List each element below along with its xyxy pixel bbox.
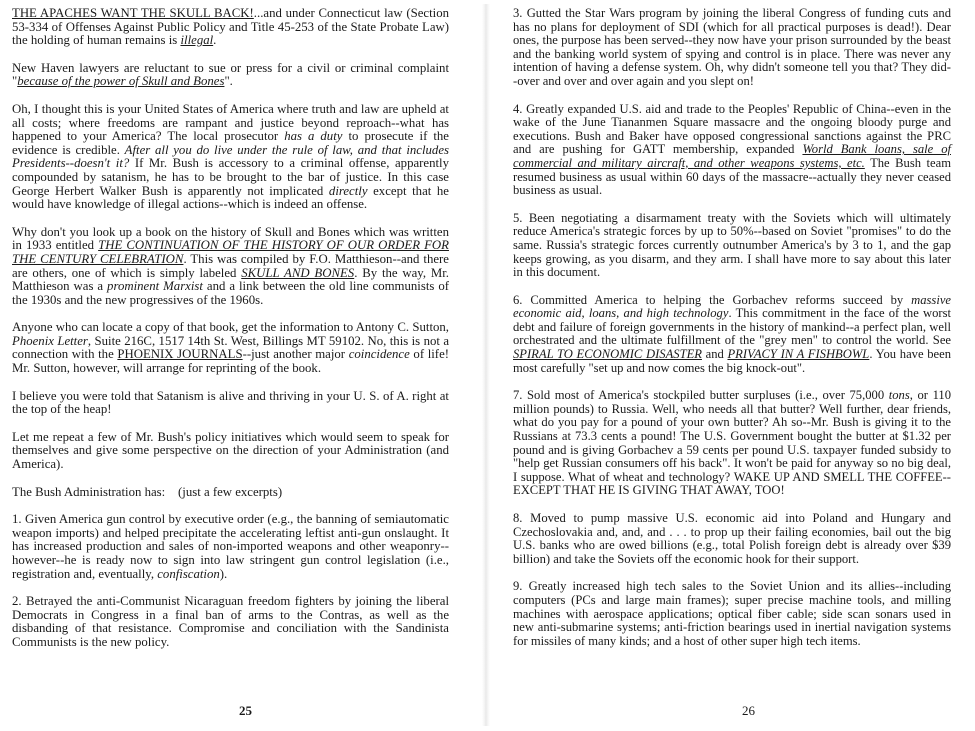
list-item-9: 9. Greatly increased high tech sales to the Soviet Union and its allies--including computers (PCs and large main frames); super precise machine tools, and milling machines with aerospace applications; optical fiber cable; side scan sonars used in new anti-submarine systems; anti-friction bearings used in inertial navigation systems for missiles of many kinds; and a host of other super high tech items. — [513, 579, 951, 648]
text-span: Oh, I thought this is your United States of America where truth and law are upheld at all costs; where freedoms are rampant and justice beyond reproach--what has happened to your America? The local prosecutor — [12, 101, 449, 144]
page-number-left: 25 — [239, 703, 252, 718]
book-title: THE CONTINUATION OF THE HISTORY OF OUR ORDER FOR THE CENTURY CELEBRATION — [12, 238, 449, 266]
text-span: --just another major — [242, 347, 349, 362]
paragraph-bush-admin-heading: The Bush Administration has: (just a few excerpts) — [12, 484, 283, 499]
list-item-5: 5. Been negotiating a disarmament treaty with the Soviets which will ultimately reduce America's strategic forces by up to 50%--based on Soviet "promises" to do the same. Russia's strategic forces currently outnumber America's by 3 to 1, and the gap keeps growing, as you disarm, and they arm. I shall have more to say about this later in this document. — [513, 210, 951, 280]
list-item-4 — [513, 103, 951, 198]
text-span: 1. Given America gun control by executive order (e.g., the banning of semiautomatic weapon imports) and helped precipitate the accelerating leftist anti-gun onslaught. It has increased production and sales of non-imported weapons and other weaponry--however--he is ready now to sign into law stringent gun control legislation (i.e., registration and, eventually, — [12, 512, 449, 581]
book-title: SPIRAL TO ECONOMIC DISASTER — [513, 347, 702, 362]
text-span: . You have been most carefully "set up and now comes the big knock-out". — [513, 347, 951, 375]
book-title: PRIVACY IN A FISHBOWL — [727, 347, 870, 362]
text-span: If Mr. Bush is accessory to a criminal offense, apparently compounded by satanism, he has to be brought to the bar of justice. In this case George Herbert Walker Bush is apparently not implicated — [12, 156, 450, 198]
emphasis: prominent Marxist — [107, 279, 203, 294]
paragraph-rule-of-law — [12, 103, 449, 212]
paragraph-sutton — [12, 321, 449, 375]
section-title: THE APACHES WANT THE SKULL BACK! — [12, 6, 254, 20]
publication-name: PHOENIX JOURNALS — [117, 347, 243, 362]
emphasis: directly — [328, 183, 368, 198]
paragraph-policy-intro: Let me repeat a few of Mr. Bush's policy initiatives which would seem to speak for themselves and give some perspective on the direction of your Administration (and America). — [12, 429, 449, 472]
text-span: ". — [224, 74, 233, 89]
power-quote: because of the power of Skull and Bones — [17, 74, 225, 89]
book-title: SKULL AND BONES — [241, 265, 355, 280]
paragraph-apaches — [12, 7, 449, 48]
text-span: . This commitment in the face of the worst debt and failure of foreign governments in the history of mankind--a perfect plan, well orchestrated and the ultimate fulfillment of the "grey men" to control the world. See — [513, 306, 951, 348]
list-item-3: 3. Gutted the Star Wars program by joining the liberal Congress of funding cuts and has no plans for deployment of SDI (which for all practical purposes is dead!). Dear ones, the purpose has been served--they now have your prison surrounded by the beast and the banking world system of spying and control is in place. There was never any intention of having a defense system. Oh, why didn't someone tell you that? They did--over and over and over again and you slept on! — [513, 6, 951, 88]
text-span: and — [701, 347, 728, 362]
emphasis: coincidence — [348, 347, 410, 362]
emphasis: has a duty — [284, 129, 343, 144]
publication-name: Phoenix Letter — [12, 333, 88, 348]
page-number-right: 26 — [742, 703, 755, 718]
list-item-1 — [12, 513, 449, 581]
emphasis: After all you do live under the rule of law, and that includes Presidents--doesn't it? — [12, 142, 449, 171]
list-item-2: 2. Betrayed the anti-Communist Nicaraguan freedom fighters by joining the liberal Democrats in Congress in a final ban of arms to the Contras, as well as the disbanding of that resistance. Compromise and conciliation with the Sandinista Communists is the new policy. — [12, 594, 449, 649]
text-span: . By the way, Mr. Matthieson was a — [12, 265, 449, 294]
emphasis: World Bank loans, sale of commercial and military aircraft, and other weapons systems, etc. — [513, 142, 951, 170]
text-span: New Haven lawyers are reluctant to sue or press for a civil or criminal complaint " — [12, 60, 449, 89]
text-span: . — [213, 33, 217, 48]
text-span: Why don't you look up a book on the history of Skull and Bones which was written in 1933 entitled — [12, 224, 449, 253]
text-span: The Bush team resumed business as usual within 60 days of the massacre--actually they never ceased business as usual. — [513, 155, 951, 198]
paragraph-satanism: I believe you were told that Satanism is alive and thriving in your U. S. of A. right at the top of the heap! — [12, 388, 449, 417]
paragraph-lawyers — [12, 62, 449, 89]
text-span: 4. Greatly expanded U.S. aid and trade to the Peoples' Republic of China--even in the wake of the June Tiananmen Square massacre and the ongoing bloody purge and executions. Bush and Baker have opposed congressional sanctions against the PRC and are pushing for GATT membership, expanded — [513, 101, 951, 157]
emphasis: confiscation — [157, 566, 220, 581]
list-item-8: 8. Moved to pump massive U.S. economic aid into Poland and Hungary and Czechoslovakia and, and, and . . . to prop up their failing economies, bail out the big U.S. banks who are owed billions (e.g., total Polish foreign debt is already over $39 billion) and take the Soviets off the economic hook for their support. — [513, 511, 951, 566]
text-span: of life! Mr. Sutton, however, will arrange for reprinting of the book. — [12, 347, 450, 376]
text-span: ). — [219, 566, 228, 581]
page-gutter — [482, 4, 490, 726]
illegal-emphasis: illegal — [180, 33, 214, 48]
list-item-6 — [513, 294, 951, 376]
emphasis: tons — [888, 388, 910, 403]
emphasis: massive economic aid, loans, and high technology — [513, 292, 951, 321]
text-span: 6. Committed America to helping the Gorbachev reforms succeed by — [513, 292, 912, 307]
text-span: ...and under Connecticut law (Section 53-334 of Offenses Against Public Policy and Title 45-253 of the State Probate Law) the holding of human remains is — [12, 6, 449, 48]
text-span: 7. Sold most of America's stockpiled butter surpluses (i.e., over 75,000 — [513, 388, 889, 403]
text-span: . This was compiled by F.O. Matthieson--and there are others, one of which is simply labeled — [12, 251, 449, 280]
text-span: except that he would have knowledge of illegal actions--which is indeed an offense. — [12, 183, 449, 212]
text-span: , or 110 million pounds) to Russia. Well, who needs all that butter? Well further, dear friends, what do you pay for a pound of your own butter? Ah so--Mr. Bush is giving it to the Russians at 73.3 cents a pound! The U.S. Government bought the butter at $1.32 per pound and is giving Gorbachev a 59 cents per pound U.S. taxpayer funded subsidy to "help get Russian consumers off his back". It won't be paid for anyway so no big deal, I suppose. What of wheat and technology? WAKE UP AND SMELL THE COFFEE--EXCEPT THAT HE IS GIVING THAT AWAY, TOO! — [513, 388, 951, 498]
text-span: and a link between the old line communists of the 1930s and the new progressives of the 1960s. — [12, 279, 449, 307]
left-page — [12, 7, 449, 664]
list-item-7 — [513, 389, 951, 498]
text-span: to prosecute if the evidence is credible. — [12, 129, 449, 157]
text-span: , Suite 216C, 1517 14th St. West, Billings MT 59102. No, this is not a connection with the — [12, 333, 449, 362]
text-span: Anyone who can locate a copy of that book, get the information to Antony C. Sutton, — [12, 320, 449, 335]
paragraph-history-book — [12, 226, 449, 308]
right-page — [513, 7, 951, 662]
